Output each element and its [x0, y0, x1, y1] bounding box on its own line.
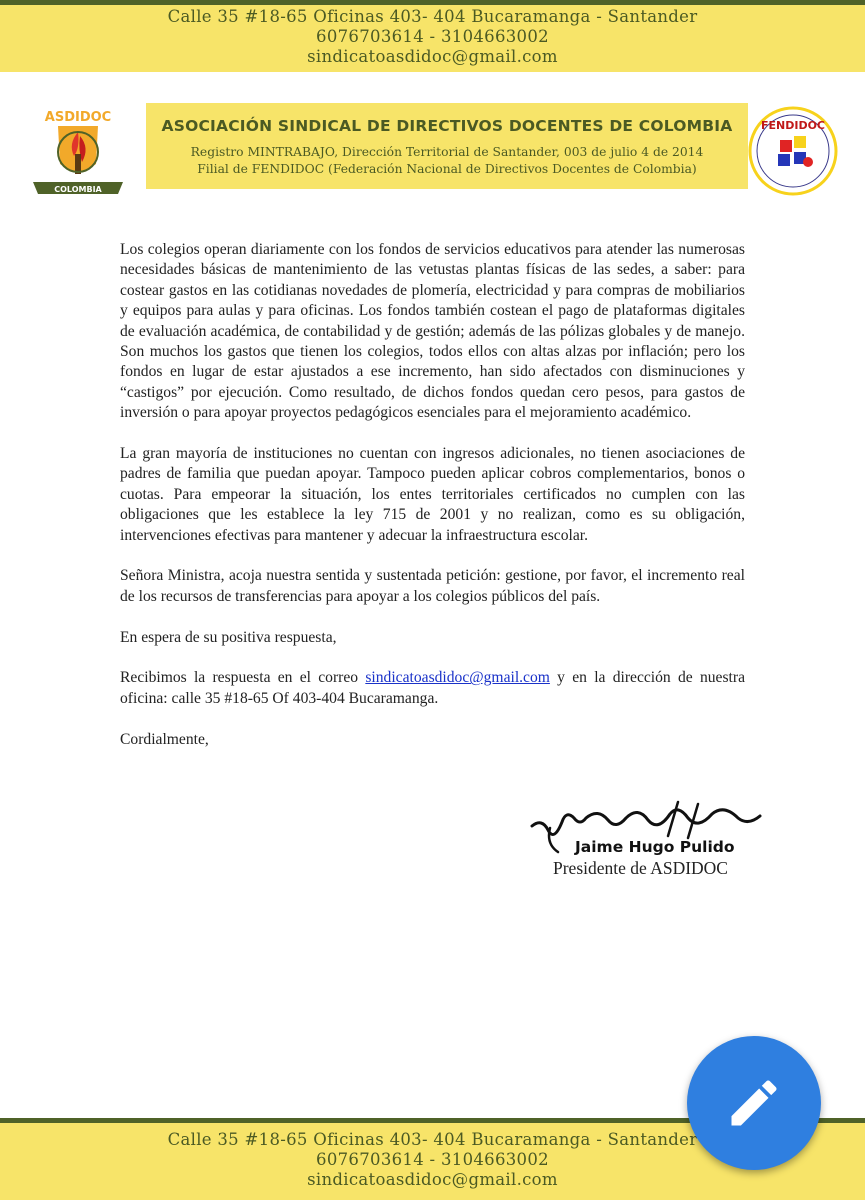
registration-line: Registro MINTRABAJO, Dirección Territorial de Santander, 003 de julio 4 de 2014	[190, 145, 704, 159]
signer-title: Presidente de ASDIDOC	[553, 858, 728, 878]
top-banner-email: sindicatoasdidoc@gmail.com	[307, 47, 558, 66]
bottom-banner-text	[160, 1130, 705, 1190]
asdidoc-logo-text: ASDIDOC	[44, 110, 112, 125]
top-contact-banner	[0, 0, 865, 72]
letterhead	[0, 98, 865, 208]
closing: Cordialmente,	[120, 730, 209, 748]
email-link[interactable]: sindicatoasdidoc@gmail.com	[365, 669, 550, 687]
top-banner-phones: 6076703614 - 3104663002	[316, 27, 549, 46]
paragraph-3: Señora Ministra, acoja nuestra sentida y sustentada petición: gestione, por favor, el incremento real de los recursos de transferencias para apoyar a los colegios públicos del país.	[120, 567, 745, 605]
top-banner-text	[160, 7, 705, 67]
bottom-banner-email: sindicatoasdidoc@gmail.com	[307, 1170, 558, 1189]
paragraph-5-intro: Recibimos la respuesta en el correo	[120, 669, 366, 687]
paragraph-2: La gran mayoría de instituciones no cuentan con ingresos adicionales, no tienen asociaciones de padres de familia que puedan apoyar. Tampoco pueden aplicar cobros complementarios, bonos o cuotas. Para empeorar la situación, los entes territoriales certificados no cumplen con las obligaciones que les establece la ley 715 de 2001 y no realizan, como es su obligación, intervenciones efectivas para mantener y adecuar la infraestructura escolar.	[120, 445, 745, 544]
banner-stripe	[0, 0, 865, 5]
affiliation-line: Filial de FENDIDOC (Federación Nacional de Directivos Docentes de Colombia)	[197, 162, 697, 176]
asdidoc-logo	[28, 104, 128, 204]
letter-body	[120, 240, 745, 770]
signer-name: Jaime Hugo Pulido	[575, 838, 735, 856]
asdidoc-logo-banner: COLOMBIA	[54, 185, 102, 194]
paragraph-5-rest: y en la dirección de nuestra oficina: calle 35 #18-65 Of 403-404 Bucaramanga.	[120, 669, 745, 707]
fendidoc-logo	[748, 106, 838, 196]
paragraph-5	[120, 668, 745, 709]
fendidoc-logo-text: FENDIDOC	[760, 119, 826, 132]
letterhead-title-box	[146, 103, 748, 189]
org-name: ASOCIACIÓN SINDICAL DE DIRECTIVOS DOCENTES DE COLOMBIA	[161, 117, 733, 135]
bottom-banner-address: Calle 35 #18-65 Oficinas 403- 404 Bucaramanga - Santander	[167, 1130, 698, 1149]
paragraph-1: Los colegios operan diariamente con los fondos de servicios educativos para atender las numerosas necesidades básicas de mantenimiento de las vetustas plantas físicas de las sedes, a saber: para costear gastos en las cotidianas novedades de plomería, electricidad y para compras de mobiliarios y equipos para aulas y para oficinas. Los fondos también costean el pago de plataformas digitales de evaluación académica, de contabilidad y de gestión; además de las pólizas globales y de manejo. Son muchos los gastos que tienen los colegios, todos ellos con altas alzas por inflación; pero los fondos en lugar de estar ajustados a ese incremento, han sido afectados con disminuciones y “castigos” por ejecución. Como resultado, de dichos fondos quedan cero pesos, para gastos de inversión o para apoyar proyectos pedagógicos esenciales para el mejoramiento académico.	[120, 241, 745, 422]
top-banner-address: Calle 35 #18-65 Oficinas 403- 404 Bucaramanga - Santander	[167, 7, 698, 26]
pencil-icon	[724, 1073, 784, 1133]
paragraph-4: En espera de su positiva respuesta,	[120, 628, 337, 646]
bottom-banner-phones: 6076703614 - 3104663002	[316, 1150, 549, 1169]
edit-fab-button[interactable]	[687, 1036, 821, 1170]
